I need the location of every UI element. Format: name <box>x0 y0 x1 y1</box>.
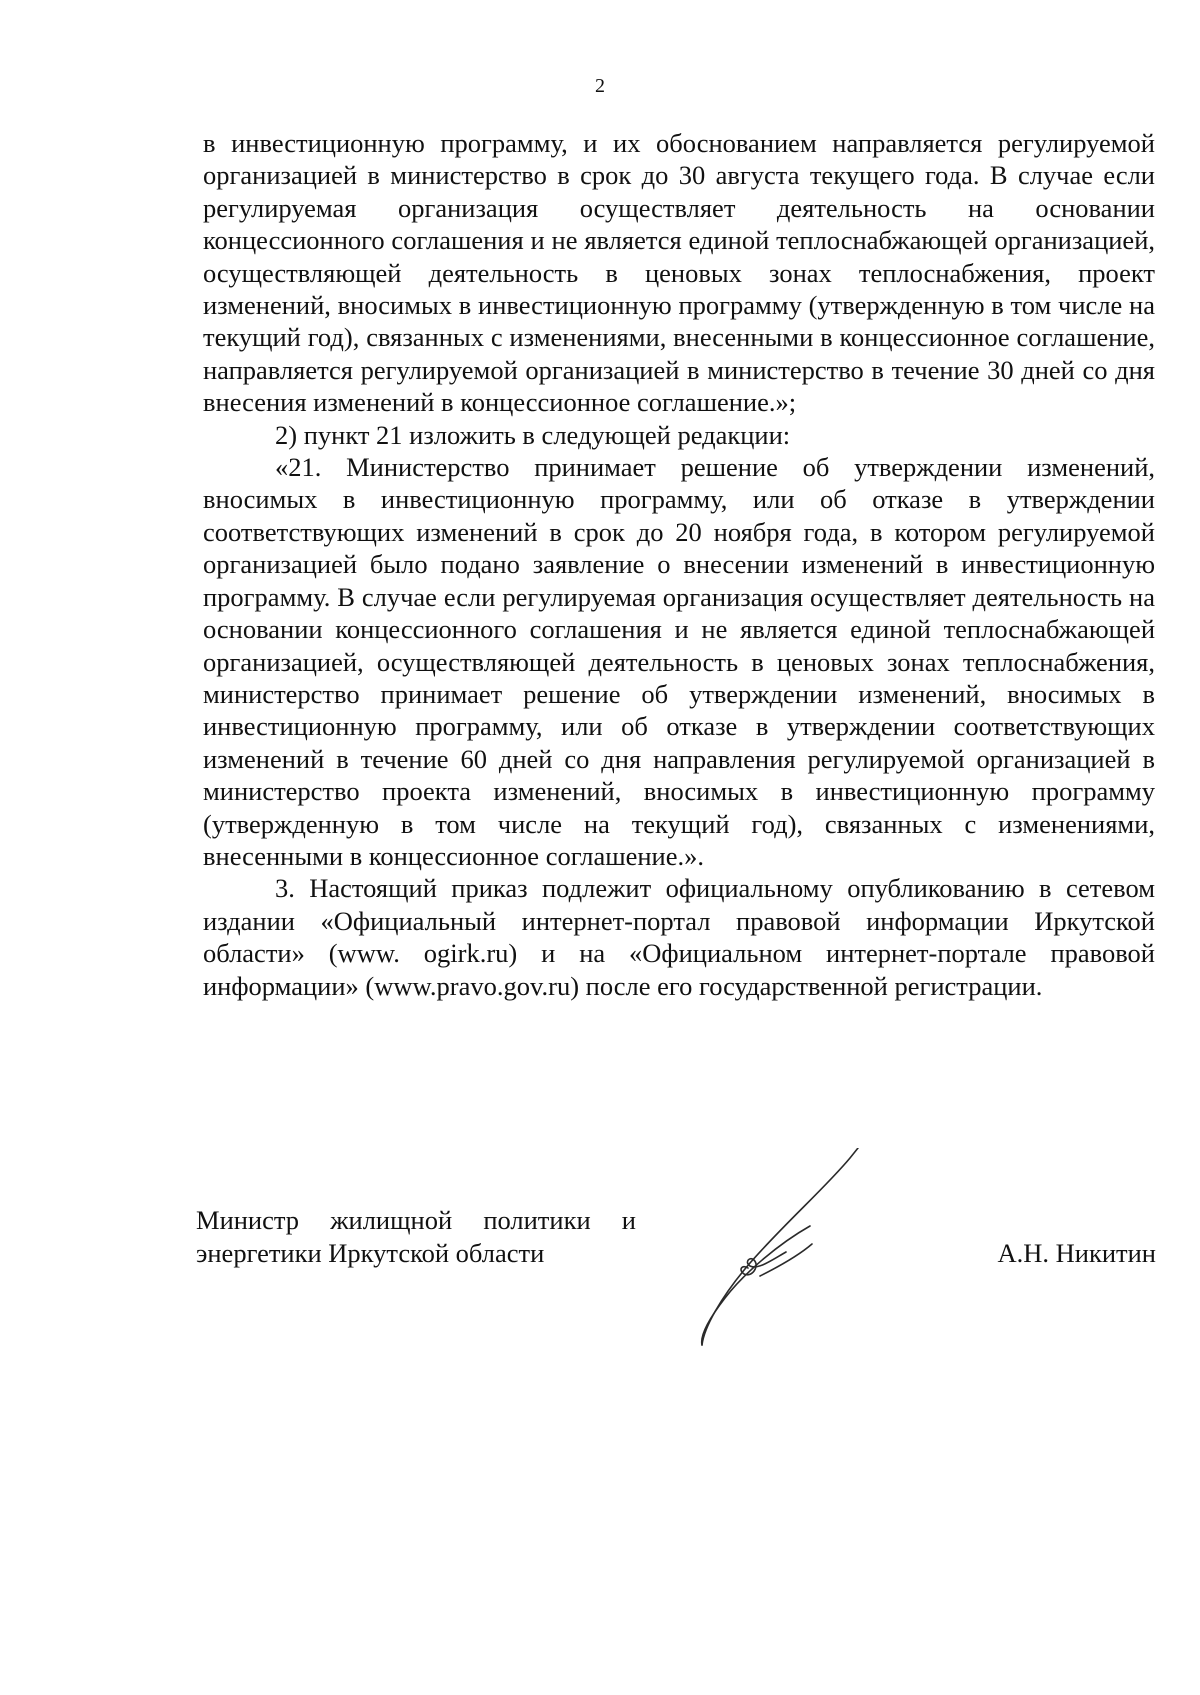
paragraph-continuation: в инвестиционную программу, и их обоснованием направляется регулируемой организацией в министерство в срок до 30 августа текущего года. В случае если регулируемая организация осуществляет деятельность на основании концессионного соглашения и не является единой теплоснабжающей организацией, осуществляющей деятельность в ценовых зонах теплоснабжения, проект изменений, вносимых в инвестиционную программу (утвержденную в том числе на текущий год), связанных с изменениями, внесенными в концессионное соглашение, направляется регулируемой организацией в министерство в течение 30 дней со дня внесения изменений в концессионное соглашение.»; <box>203 128 1155 418</box>
paragraph-item-3-publication: 3. Настоящий приказ подлежит официальному опубликованию в сетевом издании «Официальный интернет-портал правовой информации Иркутской области» (www. ogirk.ru) и на «Официальном интернет-портале правовой информации» (www.pravo.gov.ru) после его государственной регистрации. <box>203 873 1155 1001</box>
signatory-title-line-2: энергетики Иркутской области <box>196 1238 545 1268</box>
signatory-title-block <box>196 1204 636 1270</box>
handwritten-signature <box>690 1148 900 1353</box>
signatory-title-line-1: Министр жилищной политики и <box>196 1205 636 1235</box>
signer-name: А.Н. Никитин <box>997 1238 1156 1268</box>
document-body <box>203 127 1155 1002</box>
paragraph-item-2: 2) пункт 21 изложить в следующей редакции: <box>275 419 791 450</box>
paragraph-clause-21: «21. Министерство принимает решение об утверждении изменений, вносимых в инвестиционную программу, или об отказе в утверждении соответствующих изменений в срок до 20 ноября года, в котором регулируемой организацией было подано заявление о внесении изменений в инвестиционную программу. В случае если регулируемая организация осуществляет деятельность на основании концессионного соглашения и не является единой теплоснабжающей организацией, осуществляющей деятельность в ценовых зонах теплоснабжения, министерство принимает решение об утверждении изменений, вносимых в инвестиционную программу, или об отказе в утверждении соответствующих изменений в течение 60 дней со дня направления регулируемой организацией в министерство проекта изменений, вносимых в инвестиционную программу (утвержденную в том числе на текущий год), связанных с изменениями, внесенными в концессионное соглашение.». <box>203 452 1155 871</box>
page-number: 2 <box>595 75 605 97</box>
